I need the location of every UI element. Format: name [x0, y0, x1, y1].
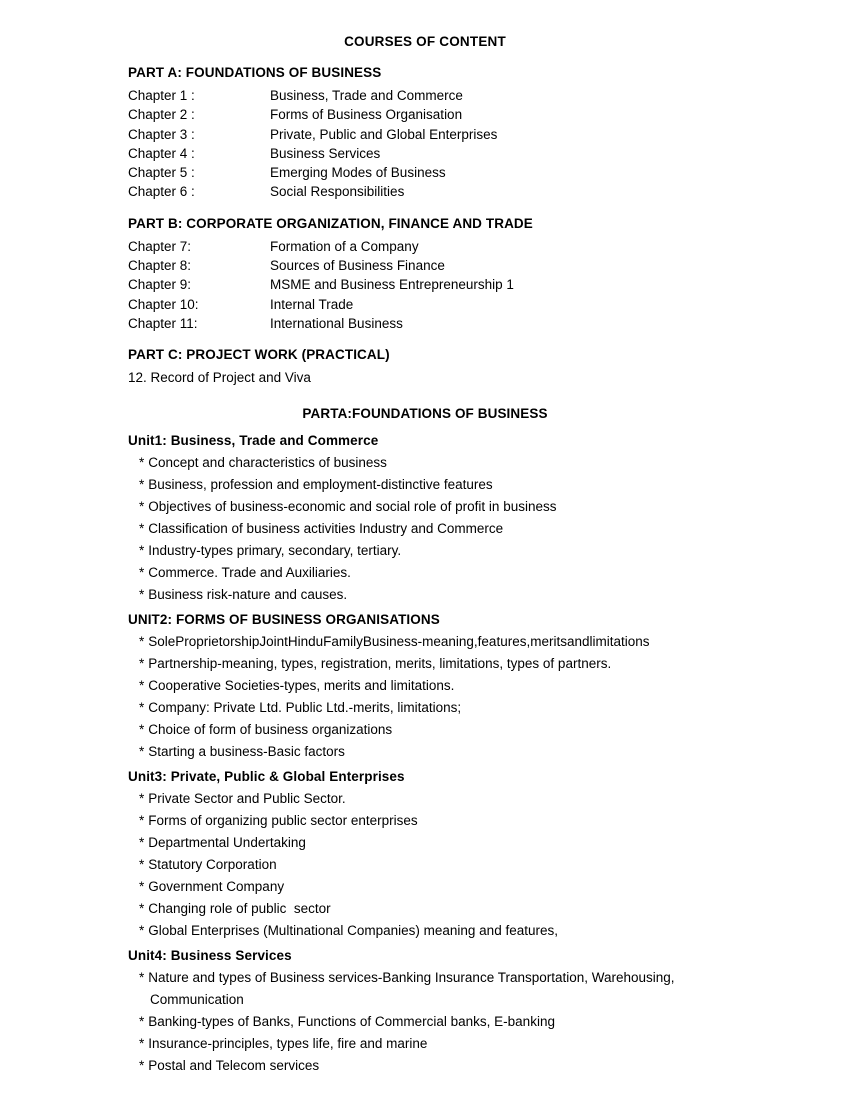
list-item — [128, 876, 722, 898]
list-item-text: Nature and types of Business services-Banking Insurance Transportation, Warehousing, Communication — [148, 969, 679, 1007]
section-title: PARTA:FOUNDATIONS OF BUSINESS — [302, 405, 548, 421]
list-item — [128, 920, 722, 942]
list-item-text: Statutory Corporation — [148, 856, 277, 872]
chapter-label: Chapter 9: — [128, 277, 192, 293]
chapter-title: Business Services — [270, 145, 381, 161]
bullet-marker: * — [139, 834, 145, 850]
list-item — [128, 832, 722, 854]
bullet-marker: * — [139, 1035, 145, 1051]
chapter-title: Forms of Business Organisation — [270, 107, 463, 123]
chapter-row — [128, 237, 722, 256]
bullet-marker: * — [139, 969, 145, 985]
chapter-row — [128, 295, 722, 314]
chapter-label: Chapter 11: — [128, 315, 198, 331]
page-title: COURSES OF CONTENT — [344, 34, 506, 49]
chapter-title: Private, Public and Global Enterprises — [270, 126, 498, 142]
list-item — [128, 584, 722, 606]
bullet-marker: * — [139, 878, 145, 894]
bullet-marker: * — [139, 1013, 145, 1029]
chapter-row — [128, 105, 722, 124]
bullet-marker: * — [139, 655, 145, 671]
list-item — [128, 898, 722, 920]
list-item — [128, 810, 722, 832]
bullet-marker: * — [139, 790, 145, 806]
chapter-list-b — [128, 237, 722, 333]
chapter-row — [128, 314, 722, 333]
chapter-row — [128, 256, 722, 275]
bullet-marker: * — [139, 812, 145, 828]
chapter-label: Chapter 10: — [128, 296, 199, 312]
chapter-row — [128, 182, 722, 201]
project-work-line: 12. Record of Project and Viva — [128, 370, 311, 386]
part-heading-a: PART A: FOUNDATIONS OF BUSINESS — [128, 65, 382, 80]
list-item — [128, 1055, 722, 1077]
bullet-marker: * — [139, 520, 145, 536]
bullet-marker: * — [139, 586, 145, 602]
unit-heading-1: Unit1: Business, Trade and Commerce — [128, 432, 379, 448]
list-item — [128, 697, 722, 719]
unit-1-points — [128, 452, 722, 606]
unit-3-points — [128, 788, 722, 942]
chapter-title: Social Responsibilities — [270, 184, 405, 200]
bullet-marker: * — [139, 721, 145, 737]
list-item — [128, 741, 722, 763]
bullet-marker: * — [139, 743, 145, 759]
chapter-title: International Business — [270, 315, 403, 331]
list-item — [128, 452, 722, 474]
list-item — [128, 788, 722, 810]
list-item — [128, 1033, 722, 1055]
chapter-row — [128, 86, 722, 105]
chapter-row — [128, 275, 722, 294]
chapter-title: Sources of Business Finance — [270, 258, 445, 274]
chapter-row — [128, 144, 722, 163]
list-item-text: Business risk-nature and causes. — [148, 586, 348, 602]
bullet-marker: * — [139, 677, 145, 693]
chapter-label: Chapter 7: — [128, 238, 192, 254]
list-item — [128, 496, 722, 518]
part-heading-b: PART B: CORPORATE ORGANIZATION, FINANCE AND TRADE — [128, 215, 533, 231]
bullet-marker: * — [139, 542, 145, 558]
bullet-marker: * — [139, 856, 145, 872]
chapter-label: Chapter 3 : — [128, 126, 195, 142]
list-item-text: SoleProprietorshipJointHinduFamilyBusiness-meaning,features,meritsandlimitations — [148, 633, 650, 649]
list-item — [128, 719, 722, 741]
bullet-marker: * — [139, 900, 145, 916]
bullet-marker: * — [139, 564, 145, 580]
unit-heading-2: UNIT2: FORMS OF BUSINESS ORGANISATIONS — [128, 611, 440, 627]
bullet-marker: * — [139, 699, 145, 715]
chapter-label: Chapter 4 : — [128, 145, 195, 161]
bullet-marker: * — [139, 454, 145, 470]
unit-4-points — [128, 967, 722, 1077]
chapter-title: Emerging Modes of Business — [270, 165, 446, 181]
chapter-label: Chapter 6 : — [128, 184, 195, 200]
bullet-marker: * — [139, 498, 145, 514]
chapter-label: Chapter 5 : — [128, 165, 195, 181]
list-item — [128, 675, 722, 697]
list-item-text: Forms of organizing public sector enterprises — [148, 812, 418, 828]
list-item — [128, 653, 722, 675]
list-item — [128, 967, 722, 1011]
list-item-text: Classification of business activities Industry and Commerce — [148, 520, 504, 536]
list-item — [128, 540, 722, 562]
unit-2-points — [128, 631, 722, 763]
chapter-label: Chapter 8: — [128, 258, 192, 274]
list-item-text: Banking-types of Banks, Functions of Commercial banks, E-banking — [148, 1013, 555, 1029]
bullet-marker: * — [139, 633, 145, 649]
part-heading-c: PART C: PROJECT WORK (PRACTICAL) — [128, 347, 390, 363]
list-item-text: Departmental Undertaking — [148, 834, 306, 850]
chapter-title: MSME and Business Entrepreneurship 1 — [270, 277, 514, 293]
list-item-text: Global Enterprises (Multinational Companies) meaning and features, — [148, 922, 558, 938]
list-item-text: Changing role of public sector — [148, 900, 331, 916]
list-item-text: Business, profession and employment-distinctive features — [148, 476, 493, 492]
list-item-text: Industry-types primary, secondary, tertiary. — [148, 542, 402, 558]
chapter-row — [128, 125, 722, 144]
chapter-list-a — [128, 86, 722, 202]
chapter-title: Business, Trade and Commerce — [270, 88, 463, 103]
list-item-text: Concept and characteristics of business — [148, 454, 387, 470]
list-item-text: Company: Private Ltd. Public Ltd.-merits, limitations; — [148, 699, 462, 715]
list-item-text: Insurance-principles, types life, fire and marine — [148, 1035, 428, 1051]
list-item-text: Commerce. Trade and Auxiliaries. — [148, 564, 351, 580]
bullet-marker: * — [139, 922, 145, 938]
list-item-text: Partnership-meaning, types, registration, merits, limitations, types of partners. — [148, 655, 612, 671]
unit-heading-3: Unit3: Private, Public & Global Enterprises — [128, 768, 405, 784]
list-item-text: Starting a business-Basic factors — [148, 743, 345, 759]
bullet-marker: * — [139, 476, 145, 492]
list-item-text: Objectives of business-economic and social role of profit in business — [148, 498, 557, 514]
chapter-label: Chapter 1 : — [128, 88, 195, 103]
list-item-text: Private Sector and Public Sector. — [148, 790, 346, 806]
chapter-title: Formation of a Company — [270, 238, 419, 254]
list-item-text: Cooperative Societies-types, merits and limitations. — [148, 677, 455, 693]
list-item — [128, 474, 722, 496]
bullet-marker: * — [139, 1057, 145, 1073]
list-item-text: Choice of form of business organizations — [148, 721, 393, 737]
unit-heading-4: Unit4: Business Services — [128, 947, 292, 963]
list-item-text: Government Company — [148, 878, 285, 894]
list-item — [128, 518, 722, 540]
list-item — [128, 631, 722, 653]
list-item-text: Postal and Telecom services — [148, 1057, 320, 1073]
chapter-row — [128, 163, 722, 182]
chapter-title: Internal Trade — [270, 296, 354, 312]
list-item — [128, 854, 722, 876]
list-item — [128, 562, 722, 584]
list-item — [128, 1011, 722, 1033]
chapter-label: Chapter 2 : — [128, 107, 195, 123]
